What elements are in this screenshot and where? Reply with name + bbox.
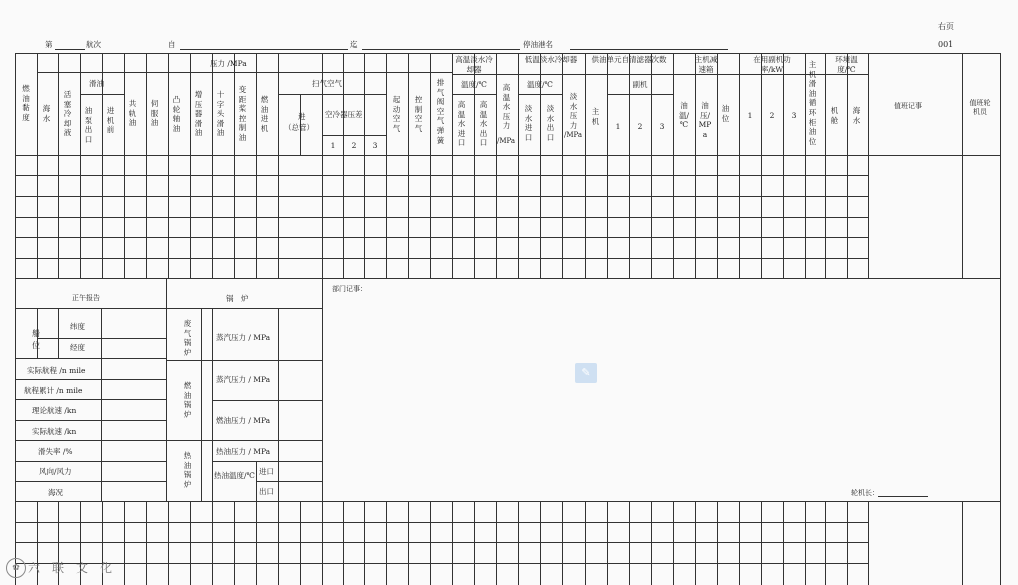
grid-line [58, 308, 59, 358]
col-main-engine: 主机 [591, 107, 600, 126]
grid-line [212, 461, 322, 462]
group-ambient: 环境温度/℃ [835, 55, 858, 74]
table-top-border [15, 53, 1000, 54]
boiler-exhaust: 废气锅炉 [183, 319, 192, 357]
unit-fw-mpa: /MPa [564, 131, 583, 139]
group-lube: 滑油 [89, 79, 104, 88]
grid-line [15, 420, 166, 421]
grid-line [805, 53, 806, 278]
grid-line [825, 501, 826, 585]
col-common-rail: 共轨油 [128, 99, 137, 128]
grid-line [962, 53, 963, 278]
grid-line [430, 501, 431, 585]
grid-line [166, 278, 167, 501]
col-fw-pressure: 淡水压力 [569, 92, 578, 130]
group-supply: 供油单元自清滤器次数 [591, 55, 667, 64]
grid-line [300, 501, 301, 585]
grid-line [58, 53, 59, 278]
grid-line [607, 94, 673, 95]
grid-line [825, 53, 826, 278]
power-col-2: 2 [769, 111, 775, 120]
grid-line [201, 308, 202, 501]
grid-line [1000, 501, 1001, 585]
grid-line [847, 501, 848, 585]
col-duty-log: 值班记事 [894, 102, 922, 110]
data-row-line [15, 237, 868, 238]
label-from: 自 [168, 40, 176, 49]
grid-line [15, 461, 166, 462]
grid-line [761, 53, 762, 278]
noon-sea-state: 海况 [48, 488, 63, 497]
grid-line [585, 53, 586, 278]
boiler-oil-fired: 燃油锅炉 [183, 381, 192, 419]
grid-line [168, 53, 169, 278]
col-lube-pump-out: 油泵出口 [84, 106, 93, 144]
noon-actual-speed: 实际航速 /kn [32, 427, 77, 436]
grid-line [15, 399, 166, 400]
label-voyage: 航次 [86, 40, 101, 49]
boiler-thermal-oil: 热油锅炉 [183, 451, 192, 489]
page-number: 001 [938, 40, 954, 49]
grid-line [256, 53, 257, 278]
grid-line [739, 501, 740, 585]
grid-line [168, 501, 169, 585]
col-seawater: 海水 [42, 104, 51, 123]
boiler-inlet: 进口 [259, 467, 274, 476]
grid-line [15, 358, 166, 359]
grid-line [452, 501, 453, 585]
cooler-col-1: 1 [330, 141, 336, 150]
col-turbo-lube: 增压器滑油 [194, 90, 203, 138]
grid-line [364, 53, 365, 278]
grid-line [540, 501, 541, 585]
grid-line [717, 53, 718, 278]
col-ht-out: 高温水出口 [479, 100, 488, 148]
voyage-field[interactable] [55, 49, 85, 50]
grid-line [430, 53, 431, 278]
grid-line [783, 53, 784, 278]
grid-line [847, 53, 848, 278]
grid-line [962, 501, 963, 585]
grid-line [496, 53, 497, 278]
grid-line [256, 461, 257, 501]
noon-slip: 滑失率 /% [38, 447, 73, 456]
grid-line [518, 501, 519, 585]
noon-latitude: 纬度 [70, 322, 85, 331]
grid-line [146, 501, 147, 585]
grid-line [212, 400, 322, 401]
grid-line [322, 278, 323, 501]
grid-line [783, 501, 784, 585]
group-power: 在用副机功率/kW [753, 55, 791, 74]
grid-line [15, 481, 166, 482]
grid-line [607, 501, 608, 585]
group-aux: 副机 [632, 80, 648, 89]
grid-line [278, 501, 279, 585]
col-oil-level: 油位 [721, 104, 730, 123]
col-cam-shaft: 凸轮轴油 [172, 95, 181, 133]
unit-ht-mpa: /MPa [497, 137, 516, 145]
grid-line [761, 501, 762, 585]
grid-line [166, 440, 322, 441]
group-pressure: 压力 /MPa [210, 59, 247, 68]
col-scav-main: （总管） [284, 123, 314, 132]
grid-line [673, 501, 674, 585]
grid-line [386, 53, 387, 278]
grid-line [1000, 53, 1001, 278]
grid-line [256, 501, 257, 585]
chief-engineer-signature[interactable] [878, 496, 928, 497]
grid-line [234, 501, 235, 585]
grid-line [190, 501, 191, 585]
lower-grid-top [15, 501, 1000, 502]
data-row-line [15, 196, 868, 197]
lower-grid-row [15, 563, 868, 564]
aux-col-1: 1 [615, 122, 621, 131]
group-scav: 扫气空气 [312, 79, 342, 88]
grid-line [562, 53, 563, 278]
col-oil-temp: 油温/℃ [678, 101, 690, 130]
col-oil-press: 油压/MPa [698, 101, 712, 139]
grid-line [124, 53, 125, 278]
noon-actual-distance: 实际航程 /n mile [27, 366, 86, 375]
grid-line [166, 360, 322, 361]
col-sump-level: 主机滑油循环柜油位 [808, 60, 817, 146]
noon-theoretical-speed: 理论航速 /kn [32, 406, 77, 415]
grid-line [15, 440, 166, 441]
aux-col-3: 3 [659, 122, 665, 131]
col-crosshead: 十字头滑油 [216, 90, 225, 138]
dept-notes-area[interactable] [325, 300, 865, 488]
grid-line [1000, 278, 1001, 501]
dept-notes-label: 部门记事： [332, 285, 367, 293]
col-fuel-in: 燃油进机 [260, 95, 269, 133]
noon-position: 船位 [32, 329, 40, 350]
grid-line [212, 308, 213, 501]
noon-title: 正午报告 [72, 294, 100, 302]
grid-line [212, 53, 213, 278]
boiler-fuel-pressure: 燃油压力 / MPa [216, 416, 271, 425]
label-di: 第 [45, 40, 53, 49]
col-lt-in: 淡水进口 [524, 104, 533, 142]
boiler-outlet: 出口 [259, 487, 274, 496]
grid-line [717, 501, 718, 585]
power-col-3: 3 [791, 111, 797, 120]
grid-line [212, 501, 213, 585]
noon-total-distance: 航程累计 /n mile [24, 386, 83, 395]
grid-line [166, 308, 322, 309]
grid-line [364, 501, 365, 585]
grid-line [629, 501, 630, 585]
grid-line [15, 53, 16, 278]
boiler-thermal-oil-pressure: 热油压力 / MPa [216, 447, 271, 456]
group-ht: 高温淡水冷却器 [455, 55, 493, 74]
label-port: 停油港名 [523, 40, 553, 49]
grid-line [234, 53, 235, 278]
grid-line [190, 53, 191, 278]
grid-line [256, 481, 322, 482]
grid-line [278, 53, 279, 278]
col-sea: 海水 [852, 106, 861, 125]
col-duty-engineer: 值班轮机员 [969, 99, 991, 116]
group-gearbox: 主机减速箱 [694, 55, 718, 74]
header-bottom-border [15, 155, 1000, 156]
port-field[interactable] [570, 49, 728, 50]
from-field[interactable] [180, 49, 348, 50]
aux-col-2: 2 [637, 122, 643, 131]
col-exhaust-spring: 排气阀空气弹簧 [436, 78, 445, 145]
grid-line [278, 308, 279, 501]
noon-longitude: 经度 [70, 343, 85, 352]
grid-line [868, 501, 869, 585]
grid-line [386, 501, 387, 585]
col-lt-out: 淡水出口 [546, 104, 555, 142]
col-ht-in: 高温水进口 [457, 100, 466, 148]
grid-line [868, 53, 869, 278]
col-start-air: 起动空气 [392, 95, 401, 133]
chief-engineer-label: 轮机长： [851, 489, 879, 497]
grid-line [124, 501, 125, 585]
grid-line [146, 53, 147, 278]
cooler-col-2: 2 [351, 141, 357, 150]
to-field[interactable] [362, 49, 520, 50]
col-fuel-viscosity: 燃油黏度 [22, 84, 30, 122]
col-lube-in: 进机前 [106, 106, 115, 135]
col-scav-in: 进 [298, 112, 306, 121]
col-piston-cooling: 活塞冷却液 [63, 90, 72, 138]
brand-logo-text: 六 联 文 化 [28, 561, 113, 575]
grid-line [585, 501, 586, 585]
grid-line [15, 278, 16, 501]
table-mid-border [15, 278, 1000, 279]
grid-line [80, 53, 81, 278]
col-cpp: 变距桨控制油 [238, 85, 247, 142]
grid-line [343, 501, 344, 585]
boiler-steam-pressure: 蒸汽压力 / MPa [216, 333, 271, 342]
boiler-thermal-oil-temp: 热油温度/℃ [214, 471, 255, 480]
grid-line [562, 501, 563, 585]
grid-line [695, 53, 696, 278]
power-col-1: 1 [747, 111, 753, 120]
lower-grid-row [15, 522, 868, 523]
grid-line [322, 501, 323, 585]
label-to: 迄 [350, 40, 358, 49]
data-row-line [15, 258, 868, 259]
grid-line [496, 501, 497, 585]
grid-line [37, 53, 38, 278]
group-lt: 低温淡水冷却器 [524, 55, 578, 64]
data-row-line [15, 175, 868, 176]
brand-logo-icon: ✿ [6, 558, 26, 578]
right-page-label: 右页 [938, 22, 954, 31]
grid-line [805, 501, 806, 585]
grid-line [15, 379, 166, 380]
grid-line [101, 308, 102, 501]
grid-line [673, 53, 674, 278]
group-lt-temp: 温度/℃ [527, 80, 553, 89]
col-control-air: 控制空气 [414, 95, 423, 133]
group-cooler-dp: 空冷器压差 [325, 110, 363, 119]
boiler-title: 锅 炉 [226, 294, 249, 303]
grid-line [37, 72, 452, 73]
watermark-icon: ✎ [575, 363, 597, 383]
grid-line [343, 53, 344, 278]
grid-line [322, 135, 386, 136]
grid-line [651, 501, 652, 585]
grid-line [408, 53, 409, 278]
data-row-line [15, 217, 868, 218]
group-ht-temp: 温度/℃ [461, 80, 487, 89]
cooler-col-3: 3 [372, 141, 378, 150]
grid-line [474, 501, 475, 585]
col-engine-room: 机舱 [830, 106, 839, 125]
grid-line [408, 501, 409, 585]
grid-line [695, 501, 696, 585]
col-servo: 伺服油 [150, 99, 159, 128]
noon-wind: 风向/风力 [39, 467, 72, 476]
lower-grid-row [15, 542, 868, 543]
grid-line [278, 94, 386, 95]
col-ht-pressure: 高温水压力 [502, 83, 511, 131]
boiler-steam-pressure-2: 蒸汽压力 / MPa [216, 375, 271, 384]
grid-line [739, 53, 740, 278]
